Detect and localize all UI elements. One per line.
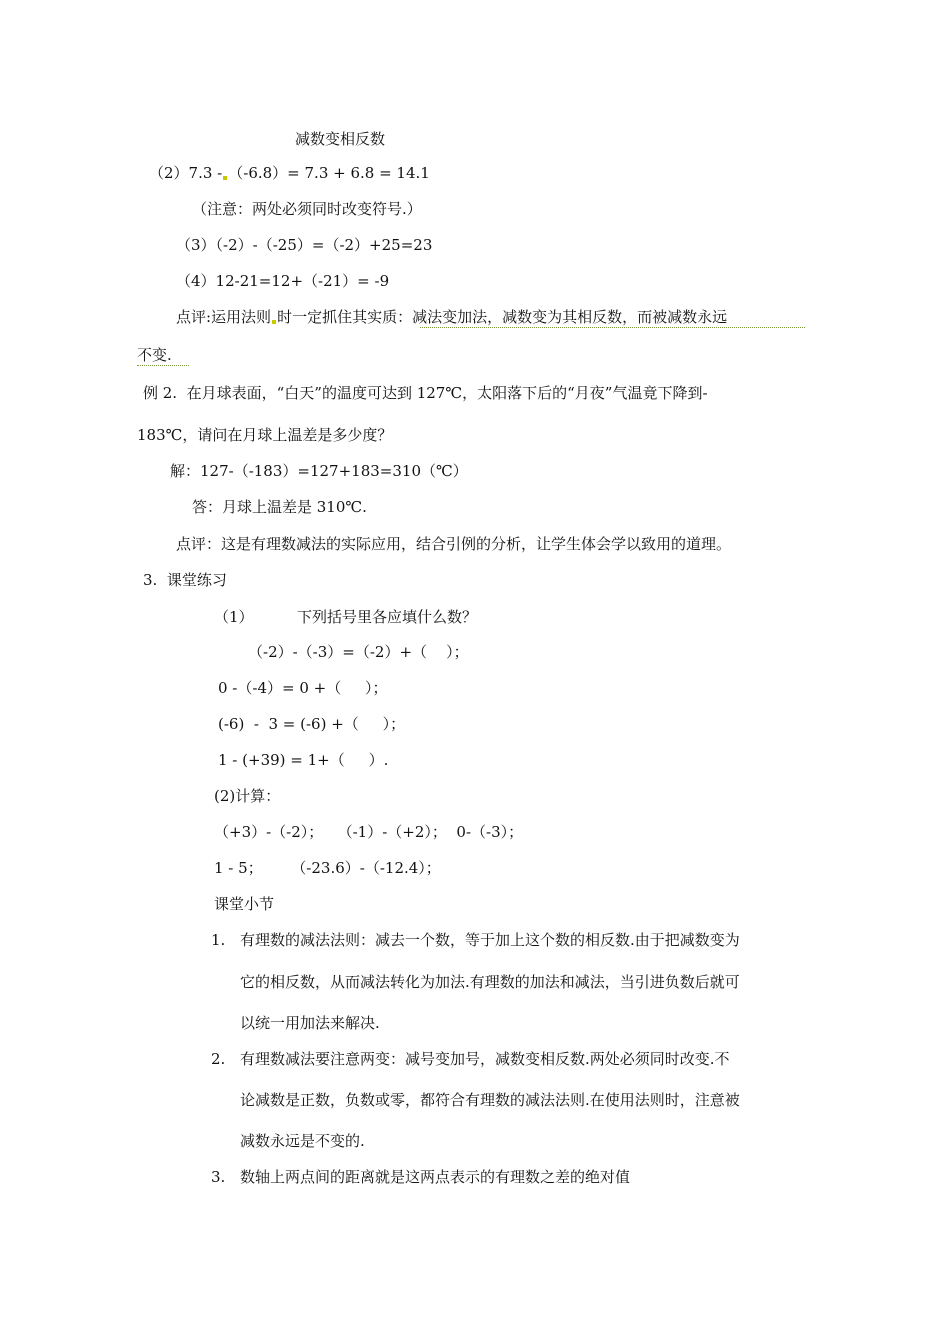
comment-1-part-b: 时一定抓住其实质：减法变加法，减数变为其相反数，而被减数永远 [277,308,728,326]
equation-4: （4）12-21=12+（-21）= -9 [176,272,390,290]
answer-line: 答：月球上温差是 310℃. [192,498,367,516]
marker-dot [223,176,227,180]
equation-2-part-a: （2）7.3 - [149,164,223,182]
summary-item-1-line-3: 以统一用加法来解决. [240,1014,380,1032]
grammar-underline [420,321,805,328]
summary-item-2-line-3: 减数永远是不变的. [240,1132,365,1150]
heading-note: 减数变相反数 [295,130,386,148]
section-3-heading: 3. 课堂练习 [143,571,227,589]
note-line: （注意：两处必须同时改变符号.） [192,200,422,218]
summary-item-number: 1. [211,931,226,949]
summary-item-number: 2. [211,1050,226,1068]
equation-3: （3）（-2）-（-25）=（-2）+25=23 [176,236,433,254]
summary-item-2-line-2: 论减数是正数，负数或零，都符合有理数的减法法则.在使用法则时，注意被 [240,1091,740,1109]
solution-line: 解：127-（-183）=127+183=310（℃） [170,462,468,480]
exercise-1-number: （1） [214,608,254,626]
summary-title: 课堂小节 [214,895,275,913]
exercise-2-title: (2)计算： [214,787,281,805]
exercise-1-item-2: 0 -（-4）= 0 +（ ）； [218,679,388,697]
summary-item-1-line-1: 有理数的减法法则：减去一个数，等于加上这个数的相反数.由于把减数变为 [240,931,740,949]
summary-item-1-line-2: 它的相反数，从而减法转化为加法.有理数的加法和减法，当引进负数后就可 [240,973,740,991]
grammar-underline [137,359,189,366]
exercise-2-line-2: 1 - 5； （-23.6）-（-12.4）； [214,859,441,877]
summary-item-3-line-1: 数轴上两点间的距离就是这两点表示的有理数之差的绝对值 [240,1168,631,1186]
comment-1-continued: 不变. [137,346,172,364]
comment-2: 点评：这是有理数减法的实际应用，结合引例的分析，让学生体会学以致用的道理。 [176,535,732,553]
exercise-1-item-4: 1 - (+39) = 1+（ ）. [218,751,389,769]
exercise-1-item-3: (-6) - 3 = (-6) +（ ）； [218,715,406,733]
exercise-1-item-1: （-2）-（-3）=（-2）+（ ）； [248,643,469,661]
example-2-line-2: 183℃，请问在月球上温差是多少度？ [137,426,393,444]
marker-dot [272,320,276,324]
equation-2 [149,163,430,183]
exercise-2-line-1: （+3）-（-2）； （-1）-（+2）； 0-（-3）； [214,823,524,841]
equation-2-part-b: （-6.8）= 7.3 + 6.8 = 14.1 [228,164,430,182]
exercise-1-prompt: 下列括号里各应填什么数？ [297,608,478,626]
summary-item-2-line-1: 有理数减法要注意两变：减号变加号，减数变相反数.两处必须同时改变.不 [240,1050,730,1068]
summary-item-number: 3. [211,1168,226,1186]
comment-1-part-a: 点评:运用法则 [176,308,272,326]
example-2-line-1: 例 2. 在月球表面，“白天”的温度可达到 127℃，太阳落下后的“月夜”气温竟下降到- [143,384,708,402]
